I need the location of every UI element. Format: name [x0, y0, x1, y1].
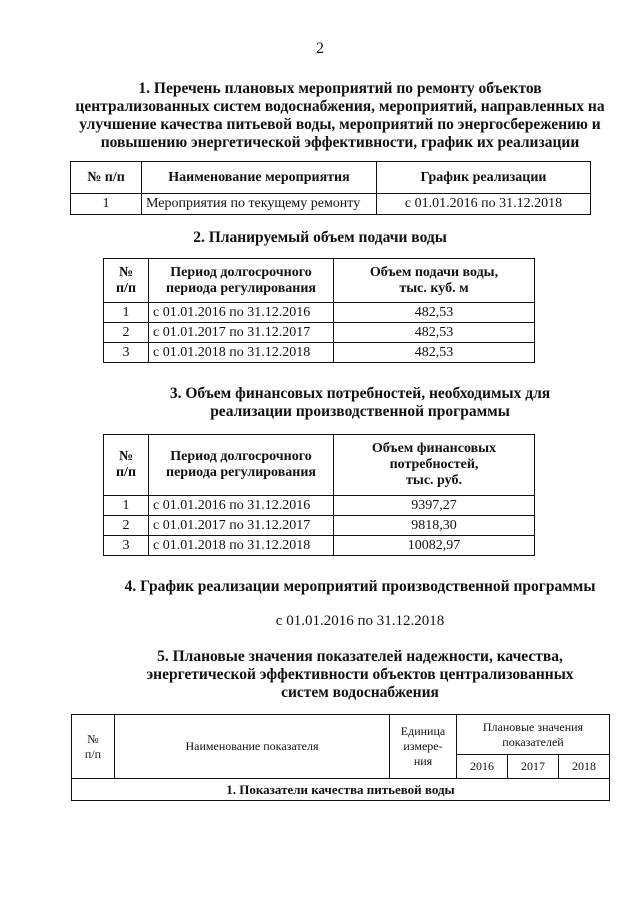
header-line: периода регулирования: [166, 465, 316, 480]
cell-num: 2: [104, 516, 149, 536]
header-line: показателей: [502, 734, 564, 749]
header-line: ния: [413, 754, 433, 768]
section1-title-line: повышению энергетической эффективности, график их реализации: [100, 134, 580, 151]
section5-table: [71, 714, 610, 801]
section3-title: [150, 385, 570, 421]
header-line: п/п: [115, 280, 137, 296]
header-line: Объем финансовых: [371, 441, 497, 456]
section2-table: [103, 258, 535, 363]
section5-title-line: систем водоснабжения: [281, 684, 439, 701]
cell-volume: 482,53: [334, 303, 535, 323]
page-number: 2: [316, 40, 324, 57]
section5-title-line: 5. Плановые значения показателей надежности, качества,: [157, 648, 563, 665]
header-line: Единица: [400, 724, 446, 738]
header-line: Объем подачи воды,: [369, 264, 499, 280]
header-line: тыс. куб. м: [399, 280, 469, 296]
section4-title: 4. График реализации мероприятий производственной программы: [124, 578, 596, 595]
col-header-name: Наименование показателя: [115, 715, 390, 779]
header-line: измере-: [403, 739, 443, 753]
table-row: [104, 323, 535, 343]
header-line: Плановые значения: [482, 719, 584, 734]
table-row: [104, 536, 535, 556]
col-header-period: [149, 435, 334, 496]
section1-title: [60, 80, 620, 152]
section2-title: 2. Планируемый объем подачи воды: [193, 229, 447, 246]
cell-volume: 482,53: [334, 343, 535, 363]
col-header-volume: [334, 259, 535, 303]
cell-num: 3: [104, 343, 149, 363]
table-header-row: [72, 715, 610, 755]
section4-period: с 01.01.2016 по 31.12.2018: [275, 613, 445, 629]
section1-title-line: 1. Перечень плановых мероприятий по ремонту объектов: [138, 80, 542, 97]
table-row: [104, 516, 535, 536]
section3-table: [103, 434, 535, 556]
cell-volume: 482,53: [334, 323, 535, 343]
cell-period: с 01.01.2017 по 31.12.2017: [149, 516, 334, 536]
section5-subheader: 1. Показатели качества питьевой воды: [72, 779, 610, 801]
table-row: [104, 303, 535, 323]
table-header-row: [104, 435, 535, 496]
table-header-row: [104, 259, 535, 303]
header-line: тыс. руб.: [406, 473, 462, 488]
cell-num: 1: [104, 496, 149, 516]
col-header-period: [149, 259, 334, 303]
table-row: [104, 343, 535, 363]
col-header-year: 2016: [457, 755, 508, 779]
header-line: №: [87, 731, 99, 746]
section1-title-line: централизованных систем водоснабжения, мероприятий, направленных на: [75, 98, 605, 115]
cell-name: Мероприятия по текущему ремонту: [142, 194, 377, 215]
col-header-name: Наименование мероприятия: [142, 162, 377, 194]
cell-period: с 01.01.2018 по 31.12.2018: [149, 536, 334, 556]
col-header-amount: [334, 435, 535, 496]
col-header-schedule: График реализации: [377, 162, 591, 194]
cell-schedule: с 01.01.2016 по 31.12.2018: [377, 194, 591, 215]
section5-title-line: энергетической эффективности объектов централизованных: [146, 666, 574, 683]
col-header-unit: [390, 715, 457, 779]
cell-period: с 01.01.2018 по 31.12.2018: [149, 343, 334, 363]
cell-num: 3: [104, 536, 149, 556]
col-header-num: [104, 259, 149, 303]
table-header-row: [71, 162, 591, 194]
cell-num: 1: [104, 303, 149, 323]
header-line: п/п: [115, 465, 137, 480]
header-line: периода регулирования: [166, 280, 316, 296]
header-line: №: [118, 449, 134, 464]
cell-amount: 9818,30: [334, 516, 535, 536]
section3-title-line: реализации производственной программы: [210, 403, 510, 420]
header-line: п/п: [84, 746, 102, 761]
header-line: Период долгосрочного: [170, 264, 312, 280]
col-header-num: № п/п: [71, 162, 142, 194]
header-line: №: [118, 264, 134, 280]
section1-title-line: улучшение качества питьевой воды, мероприятий по энергосбережению и: [79, 116, 601, 133]
cell-amount: 9397,27: [334, 496, 535, 516]
section5-title: [110, 648, 610, 702]
section3-title-line: 3. Объем финансовых потребностей, необходимых для: [169, 385, 551, 402]
table-row: [72, 779, 610, 801]
col-header-year: 2017: [507, 755, 558, 779]
cell-period: с 01.01.2016 по 31.12.2016: [149, 303, 334, 323]
table-row: [71, 194, 591, 215]
section1-table: [70, 161, 591, 215]
cell-amount: 10082,97: [334, 536, 535, 556]
col-header-num: [104, 435, 149, 496]
table-row: [104, 496, 535, 516]
cell-period: с 01.01.2016 по 31.12.2016: [149, 496, 334, 516]
cell-num: 1: [71, 194, 142, 215]
col-header-planned: [457, 715, 610, 755]
col-header-num: [72, 715, 115, 779]
cell-period: с 01.01.2017 по 31.12.2017: [149, 323, 334, 343]
header-line: Период долгосрочного: [170, 449, 312, 464]
col-header-year: 2018: [558, 755, 609, 779]
cell-num: 2: [104, 323, 149, 343]
header-line: потребностей,: [389, 457, 479, 472]
